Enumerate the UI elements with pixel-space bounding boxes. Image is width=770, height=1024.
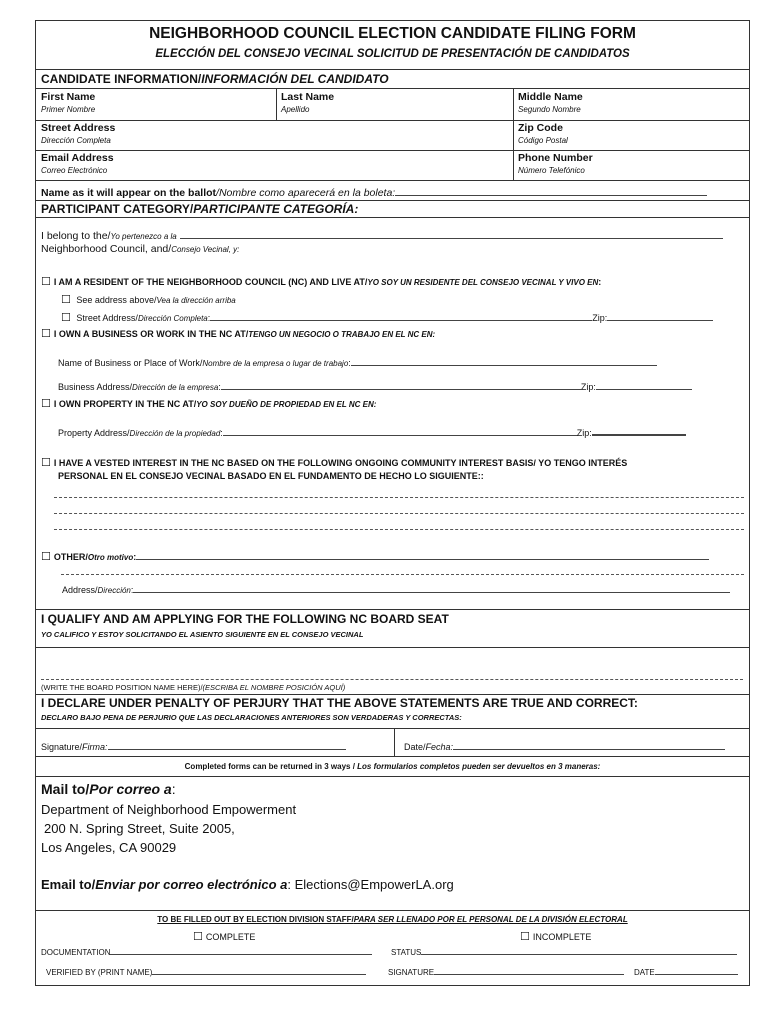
mail-address-line1: Department of Neighborhood Empowerment — [41, 802, 297, 817]
vested-line-1[interactable] — [54, 497, 744, 498]
ballot-name-field[interactable]: Name as it will appear on the ballot/Nombre como aparecerá en la boleta: — [41, 185, 707, 199]
resident-checkbox[interactable]: ☐ I AM A RESIDENT OF THE NEIGHBORHOOD COUNCIL (NC) AND LIVE AT/YO SOY UN RESIDENTE DEL CONSEJO VECINAL Y VIVO EN: — [41, 276, 602, 288]
mail-address-line2: 200 N. Spring Street, Suite 2005, — [44, 821, 235, 836]
complete-checkbox[interactable]: ☐ COMPLETE — [193, 931, 256, 943]
staff-date-field[interactable]: DATE — [634, 966, 738, 977]
mail-address-line3: Los Angeles, CA 90029 — [41, 840, 177, 855]
last-name-field[interactable]: Last Name Apellido — [281, 91, 335, 114]
qualify-header-es: YO CALIFICO Y ESTOY SOLICITANDO EL ASIENTO SIGUIENTE EN EL CONSEJO VECINAL — [41, 630, 364, 639]
nc-label: Neighborhood Council, and/Consejo Vecinal, y: — [41, 243, 240, 255]
write-hint: (WRITE THE BOARD POSITION NAME HERE)/(ESCRIBA EL NOMBRE POSICIÓN AQUÍ) — [41, 683, 346, 692]
declare-header: I DECLARE UNDER PENALTY OF PERJURY THAT THE ABOVE STATEMENTS ARE TRUE AND CORRECT: — [41, 696, 638, 710]
property-address-field[interactable]: Property Address/Dirección de la propiedad: Zip: — [58, 424, 686, 438]
documentation-field[interactable]: DOCUMENTATION — [41, 946, 372, 957]
vested-interest-checkbox[interactable]: ☐ I HAVE A VESTED INTEREST IN THE NC BASED ON THE FOLLOWING ONGOING COMMUNITY INTEREST BASIS/ YO TENGO INTERÉS — [41, 457, 628, 469]
other-address-field[interactable]: Address/Dirección: — [62, 582, 730, 595]
staff-signature-field[interactable]: SIGNATURE — [388, 966, 624, 977]
return-note: Completed forms can be returned in 3 ways / Los formularios completos pueden ser devueltos en 3 maneras: — [184, 762, 601, 771]
email-to-line: Email to/Enviar por correo electrónico a: Elections@EmpowerLA.org — [41, 877, 454, 892]
filing-form — [35, 20, 750, 986]
other-checkbox[interactable]: ☐ OTHER/Otro motivo: — [41, 549, 709, 563]
verified-by-field[interactable]: VERIFIED BY (PRINT NAME) — [46, 966, 366, 977]
form-subtitle: ELECCIÓN DEL CONSEJO VECINAL SOLICITUD DE PRESENTACIÓN DE CANDIDATOS — [155, 48, 630, 60]
first-name-field[interactable]: First Name Primer Nombre — [41, 91, 96, 114]
participant-category-header: PARTICIPANT CATEGORY/PARTICIPANTE CATEGORÍA: — [41, 202, 359, 216]
status-field[interactable]: STATUS — [391, 946, 737, 957]
vested-line-3[interactable] — [54, 529, 744, 530]
staff-header: TO BE FILLED OUT BY ELECTION DIVISION STAFF/PARA SER LLENADO POR EL PERSONAL DE LA DIVISIÓN ELECTORAL — [157, 915, 628, 924]
date-field[interactable]: Date/Fecha: — [404, 739, 725, 752]
belong-to-field[interactable]: I belong to the/Yo pertenezco a la — [41, 228, 723, 242]
zip-code-field[interactable]: Zip Code Código Postal — [518, 122, 568, 145]
board-seat-input[interactable] — [41, 679, 743, 680]
property-checkbox[interactable]: ☐ I OWN PROPERTY IN THE NC AT/YO SOY DUEÑO DE PROPIEDAD EN EL NC EN: — [41, 398, 377, 410]
declare-header-es: DECLARO BAJO PENA DE PERJURIO QUE LAS DECLARACIONES ANTERIORES SON VERDADERAS Y CORRECTAS: — [41, 713, 462, 722]
see-address-checkbox[interactable]: ☐ See address above/Vea la dirección arriba — [61, 294, 236, 306]
form-title: NEIGHBORHOOD COUNCIL ELECTION CANDIDATE FILING FORM — [149, 25, 636, 42]
resident-street-checkbox[interactable]: ☐ Street Address/Dirección Completa: Zip: — [61, 310, 713, 324]
phone-number-field[interactable]: Phone Number Número Telefónico — [518, 152, 593, 175]
street-address-field[interactable]: Street Address Dirección Completa — [41, 122, 116, 145]
business-address-field[interactable]: Business Address/Dirección de la empresa: Zip: — [58, 379, 692, 392]
candidate-info-header: CANDIDATE INFORMATION/INFORMACIÓN DEL CANDIDATO — [41, 72, 389, 86]
mail-to-label: Mail to/Por correo a: — [41, 781, 176, 797]
vested-interest-line2: PERSONAL EN EL CONSEJO VECINAL BASADO EN EL FUNDAMENTO DE HECHO LO SIGUIENTE:: — [58, 471, 484, 481]
qualify-header: I QUALIFY AND AM APPLYING FOR THE FOLLOWING NC BOARD SEAT — [41, 612, 449, 626]
email-address-link[interactable]: : Elections@EmpowerLA.org — [287, 877, 454, 892]
incomplete-checkbox[interactable]: ☐ INCOMPLETE — [520, 931, 592, 943]
middle-name-field[interactable]: Middle Name Segundo Nombre — [518, 91, 583, 114]
email-address-field[interactable]: Email Address Correo Electrónico — [41, 152, 114, 175]
business-checkbox[interactable]: ☐ I OWN A BUSINESS OR WORK IN THE NC AT/TENGO UN NEGOCIO O TRABAJO EN EL NC EN: — [41, 328, 436, 340]
vested-line-2[interactable] — [54, 513, 744, 514]
business-name-field[interactable]: Name of Business or Place of Work/Nombre de la empresa o lugar de trabajo: — [58, 355, 657, 368]
other-line-2[interactable] — [61, 574, 744, 575]
signature-field[interactable]: Signature/Firma: — [41, 739, 346, 752]
